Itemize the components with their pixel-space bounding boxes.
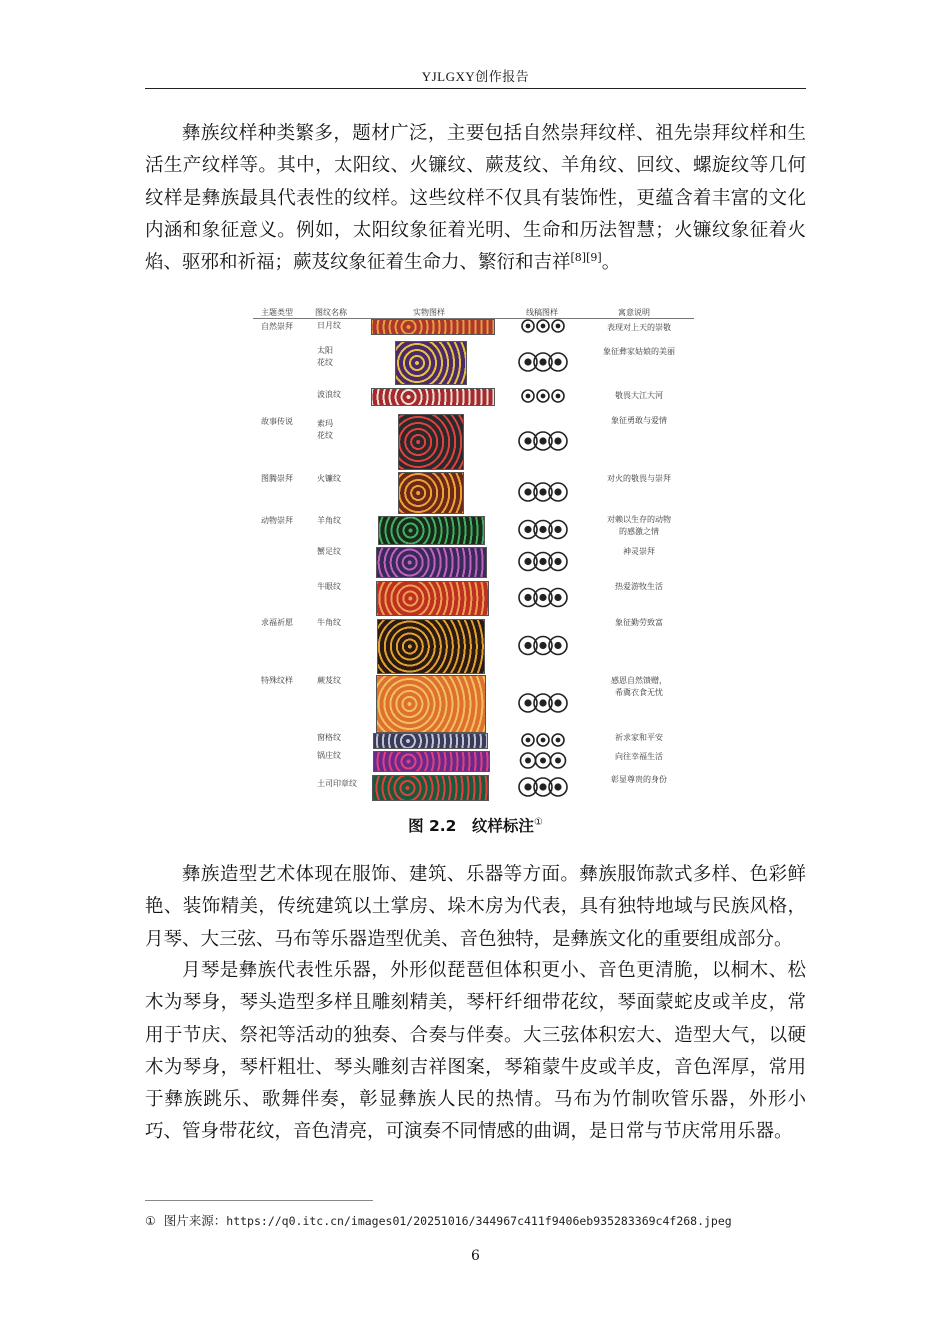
- pattern-sample-image: [376, 547, 487, 578]
- pattern-meaning: 象征勤劳致富: [615, 618, 663, 627]
- header-physical-sample: 实物图样: [413, 308, 445, 317]
- pattern-name: 蟹足纹: [317, 547, 341, 556]
- footnote-rule: [145, 1200, 373, 1201]
- header-theme-type: 主题类型: [261, 308, 293, 317]
- category-totem-worship: 图腾崇拜: [261, 474, 293, 483]
- pattern-line-drawing-icon: [508, 619, 578, 672]
- pattern-name: 羊角纹: [317, 516, 341, 525]
- pattern-name: 太阳 花纹: [317, 346, 333, 367]
- pattern-sample-image: [377, 619, 485, 674]
- footnote: [145, 1211, 732, 1229]
- running-header: YJLGXY创作报告: [421, 69, 530, 84]
- pattern-sample-image: [378, 516, 485, 545]
- pattern-name: 波浪纹: [317, 390, 341, 399]
- pattern-meaning: 对赖以生存的动物 的感激之情: [607, 515, 671, 536]
- paragraph-3: 月琴是彝族代表性乐器，外形似琵琶但体积更小、音色更清脆，以桐木、松木为琴身，琴头造型多样且雕刻精美，琴杆纤细带花纹，琴面蒙蛇皮或羊皮，常用于节庆、祭祀等活动的独奏、合奏与伴奏。大三弦体积宏大、造型大气，以硬木为琴身，琴杆粗壮、琴头雕刻吉祥图案，琴箱蒙牛皮或羊皮，音色浑厚，常用于彝族跳乐、歌舞伴奏，彰显彝族人民的热情。马布为竹制吹管乐器，外形小巧、管身带花纹，音色清亮，可演奏不同情感的曲调，是日常与节庆常用乐器。: [145, 960, 806, 1143]
- paragraph-1-end: 。: [601, 252, 621, 274]
- category-blessing: 求福祈愿: [261, 618, 293, 627]
- pattern-name: 牛眼纹: [317, 582, 341, 591]
- pattern-meaning: 象征勇敢与爱情: [611, 416, 667, 425]
- pattern-meaning: 彰显尊贵的身份: [611, 775, 667, 784]
- pattern-sample-image: [372, 775, 489, 801]
- footnote-mark: ①: [145, 1214, 156, 1228]
- paragraph-2: 彝族造型艺术体现在服饰、建筑、乐器等方面。彝族服饰款式多样、色彩鲜艳、装饰精美，传统建筑以土掌房、垛木房为代表，具有独特地域与民族风格，月琴、大三弦、马布等乐器造型优美、音色独特，是彝族文化的重要组成部分。: [145, 864, 806, 950]
- pattern-line-drawing-icon: [508, 472, 578, 512]
- pattern-line-drawing-icon: [508, 414, 578, 468]
- pattern-line-drawing-icon: [508, 751, 578, 770]
- pattern-figure: [253, 301, 694, 801]
- pattern-meaning: 敬畏大江大河: [615, 391, 663, 400]
- pattern-line-drawing-icon: [508, 675, 578, 731]
- pattern-name: 窗格纹: [317, 733, 341, 742]
- pattern-sample-image: [376, 581, 489, 616]
- pattern-sample-image: [373, 751, 490, 772]
- category-legend: 故事传说: [261, 417, 293, 426]
- category-animal-worship: 动物崇拜: [261, 516, 293, 525]
- pattern-meaning: 表现对上天的崇敬: [607, 323, 671, 332]
- pattern-meaning: 对火的敬畏与崇拜: [607, 474, 671, 483]
- pattern-line-drawing-icon: [508, 547, 578, 576]
- paragraph-1: [145, 118, 806, 279]
- pattern-table: [253, 301, 694, 801]
- pattern-meaning: 象征彝家姑娘的美丽: [603, 347, 675, 356]
- pattern-meaning: 祈求家和平安: [615, 733, 663, 742]
- caption-footnote-mark[interactable]: ①: [533, 816, 543, 828]
- pattern-sample-image: [398, 472, 464, 514]
- pattern-name: 土司印章纹: [317, 779, 357, 788]
- pattern-name: 锅庄纹: [317, 751, 341, 760]
- pattern-line-drawing-icon: [508, 581, 578, 614]
- pattern-name: 牛角纹: [317, 618, 341, 627]
- header-pattern-name: 图纹名称: [315, 308, 347, 317]
- pattern-sample-image: [395, 341, 467, 385]
- pattern-meaning: 神灵崇拜: [623, 547, 655, 556]
- pattern-meaning: 感恩自然馈赠， 希冀衣食无忧: [611, 676, 667, 697]
- footnote-label: 图片来源：: [163, 1213, 227, 1228]
- pattern-line-drawing-icon: [508, 775, 578, 799]
- pattern-sample-image: [376, 675, 486, 733]
- pattern-meaning: 向往幸福生活: [615, 752, 663, 761]
- pattern-sample-image: [398, 414, 464, 470]
- pattern-name: 火镰纹: [317, 474, 341, 483]
- header-line-drawing: 线稿图样: [526, 308, 558, 317]
- pattern-sample-image: [371, 319, 495, 335]
- footnote-url[interactable]: https://q0.itc.cn/images01/20251016/344967c411f9406eb935283369c4f268.jpeg: [226, 1214, 732, 1228]
- pattern-sample-image: [373, 733, 488, 749]
- header-meaning: 寓意说明: [618, 308, 650, 317]
- pattern-line-drawing-icon: [508, 516, 578, 543]
- pattern-line-drawing-icon: [508, 341, 578, 383]
- pattern-name: 索玛 花纹: [317, 419, 333, 440]
- header-rule: [145, 88, 806, 89]
- pattern-line-drawing-icon: [508, 318, 578, 334]
- pattern-meaning: 热爱游牧生活: [615, 582, 663, 591]
- page-number: 6: [471, 1248, 480, 1264]
- paragraph-1-text: 彝族纹样种类繁多，题材广泛，主要包括自然崇拜纹样、祖先崇拜纹样和生活生产纹样等。其中，太阳纹、火镰纹、蕨芨纹、羊角纹、回纹、螺旋纹等几何纹样是彝族最具代表性的纹样。这些纹样不仅具有装饰性，更蕴含着丰富的文化内涵和象征意义。例如，太阳纹象征着光明、生命和历法智慧；火镰纹象征着火焰、驱邪和祈福；蕨芨纹象征着生命力、繁衍和吉祥: [145, 123, 806, 274]
- pattern-name: 蕨芨纹: [317, 676, 341, 685]
- citation-8-9[interactable]: [8][9]: [570, 251, 602, 265]
- pattern-line-drawing-icon: [508, 388, 578, 404]
- pattern-sample-image: [371, 388, 495, 406]
- category-nature-worship: 自然崇拜: [261, 322, 293, 331]
- category-special: 特殊纹样: [261, 676, 293, 685]
- pattern-name: 日月纹: [317, 321, 341, 330]
- figure-caption-text: 图 2.2 纹样标注: [408, 817, 534, 835]
- figure-caption: [145, 814, 806, 836]
- pattern-line-drawing-icon: [508, 732, 578, 748]
